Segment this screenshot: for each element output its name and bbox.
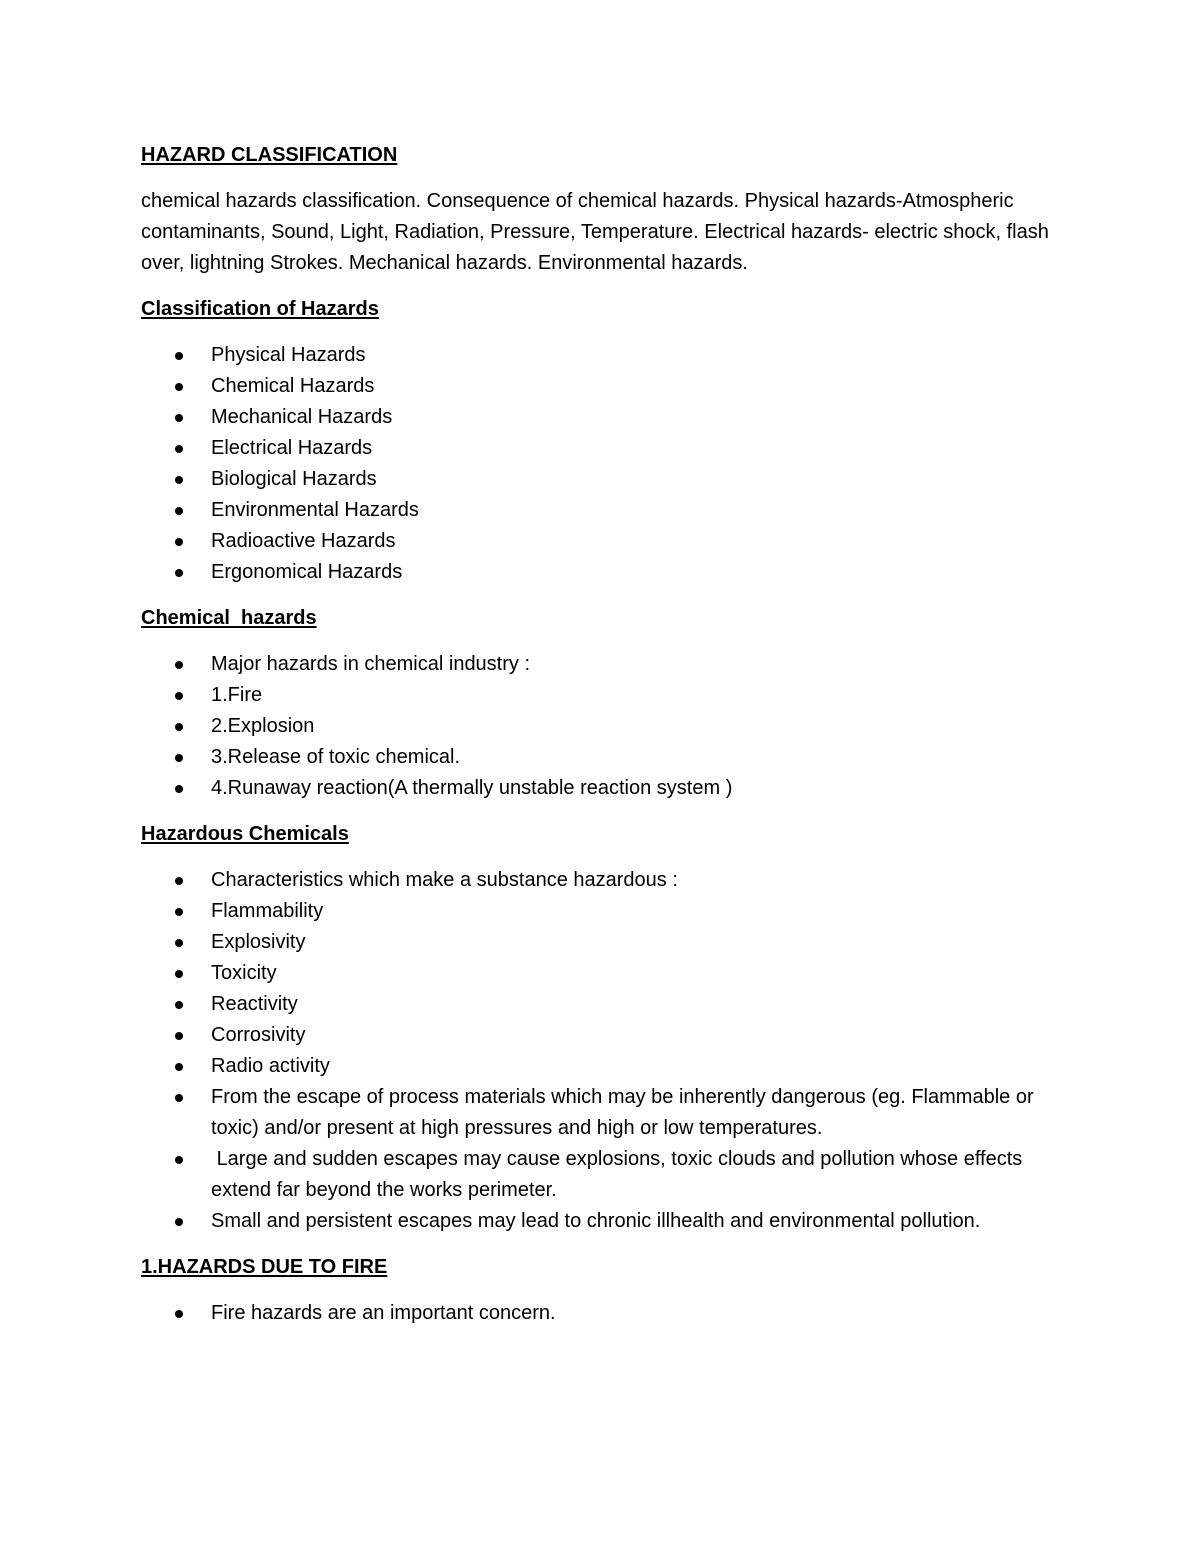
hazardous-chemicals-list — [141, 865, 1061, 1237]
bullet-icon — [175, 1001, 183, 1009]
bullet-icon — [175, 383, 183, 391]
list-item: Large and sudden escapes may cause explosions, toxic clouds and pollution whose effects extend far beyond the works perimeter. — [141, 1144, 1061, 1206]
list-item: Corrosivity — [141, 1020, 1061, 1051]
list-item: Fire hazards are an important concern. — [141, 1298, 1061, 1329]
bullet-icon — [175, 1063, 183, 1071]
classification-list — [141, 340, 1061, 588]
list-item: Flammability — [141, 896, 1061, 927]
fire-hazards-list — [141, 1298, 1061, 1329]
list-item: 3.Release of toxic chemical. — [141, 742, 1061, 773]
list-item: Mechanical Hazards — [141, 402, 1061, 433]
list-item: Biological Hazards — [141, 464, 1061, 495]
hazardous-chemicals-heading: Hazardous Chemicals — [141, 823, 349, 845]
bullet-icon — [175, 414, 183, 422]
chemical-hazards-heading: Chemical hazards — [141, 607, 317, 629]
list-item: Ergonomical Hazards — [141, 557, 1061, 588]
list-item: Major hazards in chemical industry : — [141, 649, 1061, 680]
bullet-icon — [175, 877, 183, 885]
intro-paragraph: chemical hazards classification. Consequence of chemical hazards. Physical hazards-Atmospheric contaminants, Sound, Light, Radiation, Pressure, Temperature. Electrical hazards- electric shock, flash over, lightning Strokes. Mechanical hazards. Environmental hazards. — [141, 190, 1049, 274]
list-item: Electrical Hazards — [141, 433, 1061, 464]
bullet-icon — [175, 569, 183, 577]
list-item: Radioactive Hazards — [141, 526, 1061, 557]
list-item: Reactivity — [141, 989, 1061, 1020]
bullet-icon — [175, 1218, 183, 1226]
bullet-icon — [175, 538, 183, 546]
bullet-icon — [175, 908, 183, 916]
bullet-icon — [175, 1032, 183, 1040]
chemical-hazards-list — [141, 649, 1061, 804]
list-item: 4.Runaway reaction(A thermally unstable reaction system ) — [141, 773, 1061, 804]
list-item: Environmental Hazards — [141, 495, 1061, 526]
bullet-icon — [175, 723, 183, 731]
bullet-icon — [175, 1156, 183, 1164]
bullet-icon — [175, 692, 183, 700]
bullet-icon — [175, 754, 183, 762]
bullet-icon — [175, 445, 183, 453]
classification-heading: Classification of Hazards — [141, 298, 379, 320]
document-page — [141, 140, 1061, 1344]
bullet-icon — [175, 785, 183, 793]
bullet-icon — [175, 1310, 183, 1318]
bullet-icon — [175, 476, 183, 484]
list-item: 2.Explosion — [141, 711, 1061, 742]
bullet-icon — [175, 661, 183, 669]
fire-hazards-heading: 1.HAZARDS DUE TO FIRE — [141, 1256, 388, 1278]
list-item: Characteristics which make a substance hazardous : — [141, 865, 1061, 896]
bullet-icon — [175, 970, 183, 978]
list-item: Physical Hazards — [141, 340, 1061, 371]
list-item: Chemical Hazards — [141, 371, 1061, 402]
list-item: Radio activity — [141, 1051, 1061, 1082]
list-item: Toxicity — [141, 958, 1061, 989]
list-item: Small and persistent escapes may lead to chronic illhealth and environmental pollution. — [141, 1206, 1061, 1237]
document-title: HAZARD CLASSIFICATION — [141, 144, 398, 166]
bullet-icon — [175, 352, 183, 360]
bullet-icon — [175, 1094, 183, 1102]
bullet-icon — [175, 507, 183, 515]
list-item: Explosivity — [141, 927, 1061, 958]
list-item: 1.Fire — [141, 680, 1061, 711]
list-item: From the escape of process materials which may be inherently dangerous (eg. Flammable or toxic) and/or present at high pressures and high or low temperatures. — [141, 1082, 1061, 1144]
bullet-icon — [175, 939, 183, 947]
